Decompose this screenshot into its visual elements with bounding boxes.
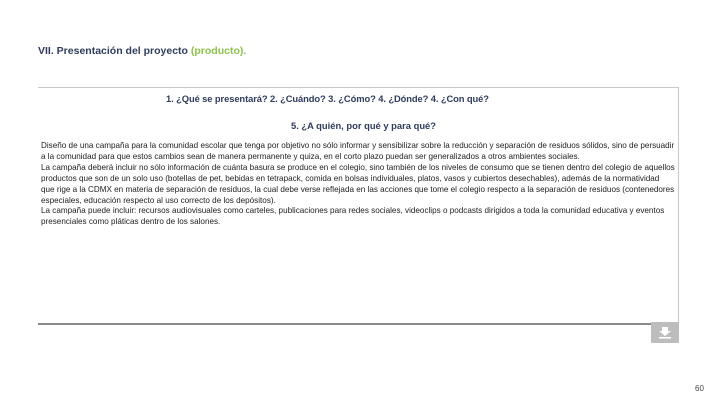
slide-title-main: VII. Presentación del proyecto bbox=[38, 45, 191, 57]
slide-title-accent: (producto). bbox=[190, 45, 247, 57]
content-box bbox=[38, 87, 679, 325]
paragraph-campaign-design: Diseño de una campaña para la comunidad escolar que tenga por objetivo no sólo informar y sensibilizar sobre la reducción y separación de residuos sólidos, sino de persuadir a la comunidad para que estos cambios sean de manera permanente y quiza, en el corto plazo puedan ser generalizados a otros ambientes sociales. bbox=[41, 141, 675, 161]
paragraph-campaign-resources: La campaña puede incluir: recursos audiovisuales como carteles, publicaciones para redes sociales, videoclips o podcasts dirigidos a toda la comunidad educativa y eventos presenciales como pláticas dentro de los salones. bbox=[41, 206, 665, 227]
project-description bbox=[41, 141, 675, 228]
guide-questions-line-1: 1. ¿Qué se presentará? 2. ¿Cuándo? 3. ¿Cómo? 4. ¿Dónde? 4. ¿Con qué? bbox=[166, 93, 489, 104]
page-number: 60 bbox=[695, 384, 704, 393]
slide-title bbox=[38, 45, 246, 57]
download-button[interactable] bbox=[651, 322, 679, 343]
download-icon bbox=[658, 326, 672, 339]
paragraph-campaign-content: La campaña deberá incluir no sólo información de cuánta basura se produce en el colegio, sino también de los niveles de consumo que se tienen dentro del colegio de aquellos productos que son de un solo uso (botellas de pet, bebidas en tetrapack, comida en bolsas individuales, platos, vasos y cubiertos desechables), además de la normatividad que rige a la CDMX en materia de separación de residuos, la cual debe verse reflejada en las acciones que tome el colegio respecto a la separación de residuos (contenedores especiales, educación respecto al uso correcto de los depósitos). bbox=[41, 162, 675, 205]
guide-questions-line-2: 5. ¿A quién, por qué y para qué? bbox=[291, 120, 436, 131]
